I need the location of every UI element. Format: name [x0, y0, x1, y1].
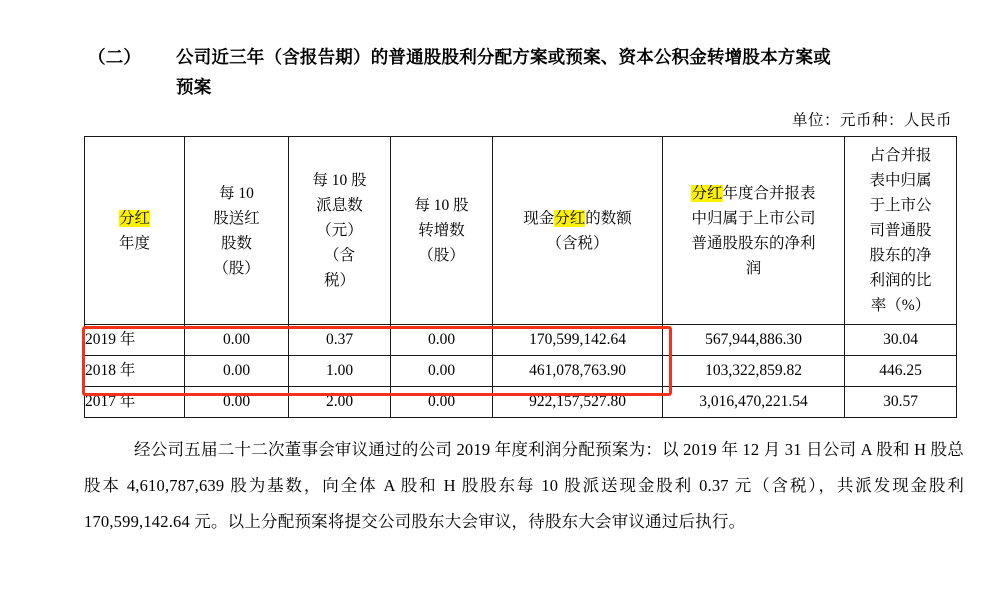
cell-bonus-shares: 0.00 — [185, 356, 289, 387]
cell-year: 2017 年 — [85, 387, 185, 418]
cell-bonus-shares: 0.00 — [185, 387, 289, 418]
section-title-line1: 公司近三年（含报告期）的普通股股利分配方案或预案、资本公积金转增股本方案或 — [176, 47, 831, 67]
section-number: （二） — [88, 47, 142, 67]
highlight-fenhong-1: 分红 — [118, 209, 150, 227]
highlight-fenhong-2: 分红 — [554, 209, 586, 227]
cell-ratio: 30.57 — [845, 387, 957, 418]
table-header-row — [85, 137, 957, 325]
dividend-table-wrapper — [84, 136, 956, 418]
paragraph-text: 经公司五届二十二次董事会审议通过的公司 2019 年度利润分配预案为：以 2019 年 12 月 31 日公司 A 股和 H 股总股本 4,610,787,639 股为基数，向全体 A 股和 H 股股东每 10 股派送现金股利 0.37 元（含税），共派发现金股利 170,599,142.64 元。以上分配预案将提交公司股东大会审议，待股东大会审议通过后执行。 — [84, 440, 964, 531]
cell-dividend-per-10: 2.00 — [289, 387, 391, 418]
table-row — [85, 387, 957, 418]
col-header-bonus-shares: 每 10 股送红 股数 （股） — [185, 137, 289, 325]
dividend-table — [84, 136, 957, 418]
highlight-fenhong-3: 分红 — [691, 184, 723, 202]
section-heading — [88, 42, 968, 102]
col-header-dividend-per-10: 每 10 股 派息数 （元） （含 税） — [289, 137, 391, 325]
cell-net-profit: 3,016,470,221.54 — [663, 387, 845, 418]
cell-year: 2018 年 — [85, 356, 185, 387]
table-header — [85, 137, 957, 325]
col-header-dividend-year: 分红 年度 — [85, 137, 185, 325]
cell-ratio: 30.04 — [845, 325, 957, 356]
body-paragraph — [84, 432, 964, 540]
cell-transfer-shares: 0.00 — [391, 356, 493, 387]
cell-cash-dividend: 461,078,763.90 — [493, 356, 663, 387]
cell-cash-dividend: 170,599,142.64 — [493, 325, 663, 356]
col-header-cash-dividend: 现金分红的数额 （含税） — [493, 137, 663, 325]
cell-ratio: 446.25 — [845, 356, 957, 387]
col-header-net-profit: 分红年度合并报表 中归属于上市公司 普通股股东的净利 润 — [663, 137, 845, 325]
section-title-line2: 预案 — [176, 77, 212, 97]
cell-bonus-shares: 0.00 — [185, 325, 289, 356]
cell-transfer-shares: 0.00 — [391, 325, 493, 356]
table-body — [85, 325, 957, 418]
col-header-transfer-shares: 每 10 股 转增数 （股） — [391, 137, 493, 325]
cell-transfer-shares: 0.00 — [391, 387, 493, 418]
cell-cash-dividend: 922,157,527.80 — [493, 387, 663, 418]
cell-year: 2019 年 — [85, 325, 185, 356]
cell-dividend-per-10: 0.37 — [289, 325, 391, 356]
cell-net-profit: 103,322,859.82 — [663, 356, 845, 387]
col-header-ratio: 占合并报 表中归属 于上市公 司普通股 股东的净 利润的比 率（%） — [845, 137, 957, 325]
table-row — [85, 356, 957, 387]
table-row — [85, 325, 957, 356]
unit-note: 单位：元币种：人民币 — [791, 112, 952, 129]
cell-net-profit: 567,944,886.30 — [663, 325, 845, 356]
cell-dividend-per-10: 1.00 — [289, 356, 391, 387]
